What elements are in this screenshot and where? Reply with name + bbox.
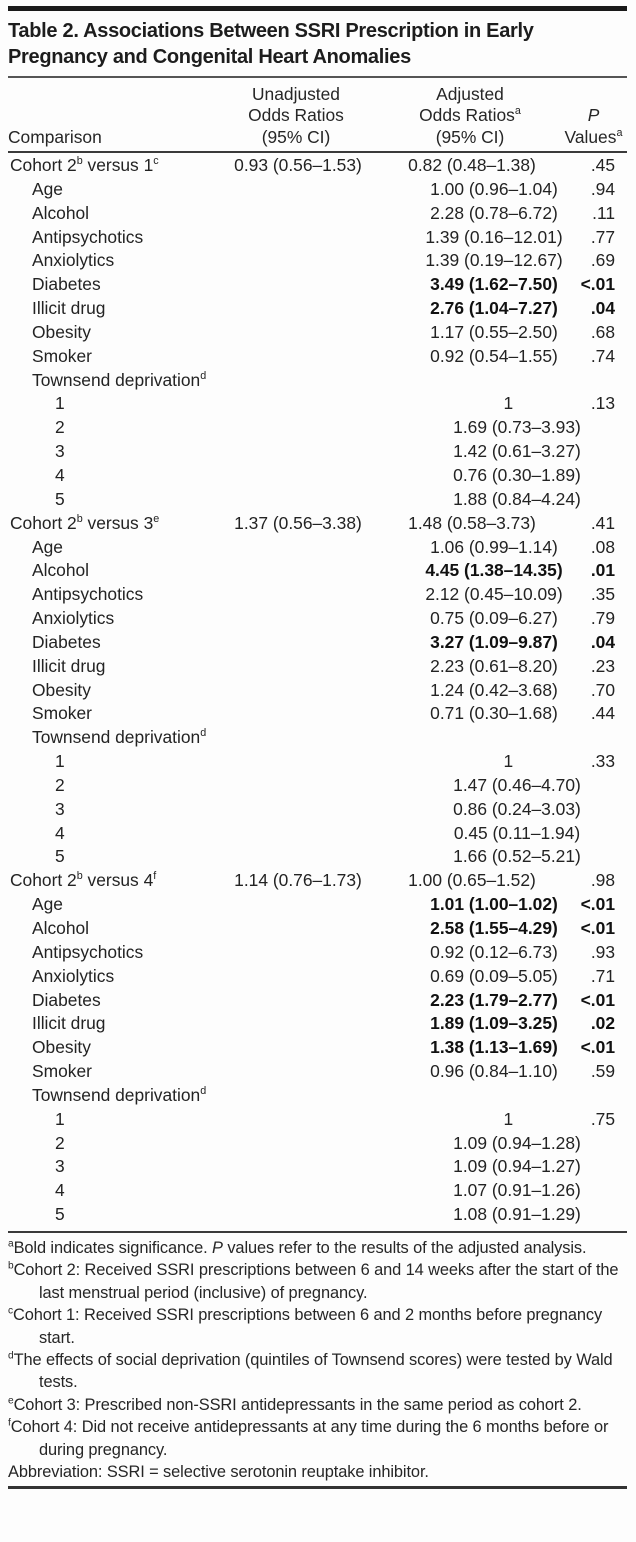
comparison-cell: 5 — [55, 1204, 65, 1225]
header-unadjusted-line: (95% CI) — [261, 126, 331, 147]
unadjusted-or-cell — [253, 488, 433, 512]
table-row — [8, 226, 627, 250]
table-row — [8, 822, 627, 846]
unadjusted-or-cell — [253, 1179, 433, 1203]
header-comparison-line: Comparison — [8, 126, 102, 147]
comparison-cell: Anxiolytics — [32, 965, 115, 986]
unadjusted-or-cell: 0.93 (0.56–1.53) — [234, 155, 362, 175]
footnote-marker: c — [8, 1305, 13, 1317]
table-row — [8, 464, 627, 488]
comparison-cell: Age — [32, 536, 63, 557]
adjusted-or-cell: 0.75 (0.09–6.27) — [430, 608, 558, 629]
unadjusted-or-cell — [230, 202, 410, 226]
comparison-cell: Cohort 2$^b$ versus 3e — [10, 512, 160, 533]
adjusted-or-cell — [410, 1084, 578, 1108]
p-value-cell: .93 — [590, 941, 615, 962]
unadjusted-or-cell — [230, 631, 410, 655]
table-figure — [0, 6, 636, 1542]
unadjusted-or-cell — [230, 965, 410, 989]
comparison-cell: Alcohol — [32, 918, 90, 938]
comparison-cell: Alcohol — [32, 560, 90, 581]
unadjusted-or-cell — [249, 392, 426, 416]
adjusted-or-cell: 0.92 (0.54–1.55) — [430, 345, 558, 366]
adjusted-or-cell: 0.45 (0.11–1.94) — [453, 822, 581, 843]
unadjusted-or-cell — [230, 655, 410, 679]
p-value-cell — [601, 1132, 627, 1156]
unadjusted-or-cell — [253, 1155, 433, 1179]
footnote: $^f$Cohort 4: Did not receive antidepressants at any time during the 6 months before or during pregnancy. — [8, 1417, 609, 1459]
comparison-cell: Obesity — [32, 321, 91, 342]
unadjusted-or-cell — [230, 226, 410, 250]
comparison-cell: Antipsychotics — [32, 226, 144, 247]
table-row — [8, 989, 627, 1013]
p-value-cell — [601, 416, 627, 440]
unadjusted-or-cell: 1.37 (0.56–3.38) — [234, 512, 362, 533]
comparison-cell: 4 — [55, 822, 65, 843]
table-row — [8, 893, 627, 917]
comparison-cell: Age — [32, 894, 63, 915]
unadjusted-or-cell: 1.14 (0.76–1.73) — [234, 870, 362, 891]
p-value-cell: <.01 — [580, 1037, 615, 1058]
adjusted-or-cell: 1.66 (0.52–5.21) — [453, 846, 581, 867]
adjusted-or-cell: 1 — [503, 393, 514, 414]
comparison-cell: Cohort 2$^b$ versus 4$^f$ — [10, 870, 157, 891]
table-title: Table 2. Associations Between SSRI Prescription in Early Pregnancy and Congenital Heart Anomalies — [8, 20, 534, 68]
footnotes — [8, 1233, 627, 1483]
footnote: $^b$Cohort 2: Received SSRI prescriptions between 6 and 14 weeks after the start of the last menstrual period (inclusive) of pregnancy. — [8, 1260, 619, 1302]
p-value-cell: .68 — [590, 321, 615, 342]
adjusted-or-cell: 1.00 (0.65–1.52) — [408, 870, 536, 891]
comparison-cell: 2 — [55, 1132, 65, 1153]
adjusted-or-cell: 2.58 (1.55–4.29) — [430, 918, 558, 938]
adjusted-or-cell: 0.96 (0.84–1.10) — [430, 1061, 558, 1082]
column-header-p-values — [554, 105, 627, 148]
footnote: Abbreviation: SSRI = selective serotonin reuptake inhibitor. — [8, 1463, 429, 1482]
comparison-cell: Illicit drug — [32, 298, 106, 319]
p-value-cell: .33 — [590, 751, 615, 772]
adjusted-or-cell: 1.08 (0.91–1.29) — [453, 1204, 581, 1225]
p-value-cell: .59 — [590, 1061, 615, 1082]
adjusted-or-cell — [410, 369, 578, 393]
adjusted-or-cell: 1.07 (0.91–1.26) — [453, 1180, 581, 1201]
adjusted-or-cell: 1.42 (0.61–3.27) — [453, 441, 581, 462]
footnote: $^e$Cohort 3: Prescribed non-SSRI antidepressants in the same period as cohort 2. — [8, 1395, 582, 1414]
table-row — [8, 774, 627, 798]
p-value-cell: .41 — [590, 512, 615, 533]
adjusted-or-cell: 1.38 (1.13–1.69) — [430, 1037, 558, 1058]
footnote-marker: e — [8, 1395, 14, 1407]
p-value-cell: .02 — [590, 1013, 615, 1034]
table-row — [8, 345, 627, 369]
p-value-cell: .74 — [590, 345, 615, 366]
p-value-cell: .98 — [590, 870, 615, 891]
table-row — [8, 1036, 627, 1060]
table-row — [8, 941, 627, 965]
table-row — [8, 1084, 627, 1108]
unadjusted-or-cell — [230, 607, 410, 631]
table-row — [8, 798, 627, 822]
table-row — [8, 702, 627, 726]
comparison-cell: Antipsychotics — [32, 584, 144, 605]
unadjusted-or-cell — [230, 273, 410, 297]
adjusted-or-cell: 2.23 (1.79–2.77) — [430, 989, 558, 1010]
header-p-values-line: P — [587, 105, 600, 125]
unadjusted-or-cell — [253, 822, 433, 846]
unadjusted-or-cell — [230, 989, 410, 1013]
comparison-cell: Anxiolytics — [32, 250, 115, 271]
comparison-cell: 2 — [55, 417, 65, 438]
unadjusted-or-cell — [230, 1084, 410, 1108]
p-value-cell: .94 — [590, 178, 615, 199]
adjusted-or-cell: 4.45 (1.38–14.35) — [425, 560, 563, 581]
unadjusted-or-cell — [230, 1036, 410, 1060]
unadjusted-or-cell — [230, 321, 410, 345]
table-body — [8, 153, 627, 1227]
adjusted-or-cell: 1.39 (0.16–12.01) — [425, 226, 563, 247]
p-value-cell: .04 — [590, 631, 615, 652]
table-row — [8, 559, 627, 583]
adjusted-or-cell: 1.88 (0.84–4.24) — [453, 488, 581, 509]
comparison-cell: Smoker — [32, 1061, 92, 1082]
adjusted-or-cell: 1.47 (0.46–4.70) — [453, 774, 581, 795]
p-value-cell: .45 — [590, 155, 615, 175]
p-value-cell — [601, 440, 627, 464]
table-row — [8, 726, 627, 750]
table-row — [8, 202, 627, 226]
comparison-cell: 1 — [55, 751, 65, 772]
table-bottom-rule — [8, 1486, 627, 1489]
comparison-cell: 1 — [55, 393, 65, 414]
p-value-cell: .11 — [592, 202, 615, 223]
p-value-cell — [578, 1084, 627, 1108]
p-value-cell — [601, 774, 627, 798]
comparison-cell: Obesity — [32, 679, 91, 700]
comparison-cell: 4 — [55, 464, 65, 485]
unadjusted-or-cell — [230, 345, 410, 369]
footnote-marker: b — [8, 1260, 14, 1272]
unadjusted-or-cell — [249, 750, 426, 774]
adjusted-or-cell: 1.01 (1.00–1.02) — [430, 894, 558, 915]
column-header-comparison — [8, 127, 206, 149]
unadjusted-or-cell — [253, 1132, 433, 1156]
table-row — [8, 1203, 627, 1227]
p-value-cell — [578, 726, 627, 750]
p-value-cell: .69 — [590, 250, 615, 271]
adjusted-or-cell: 1.09 (0.94–1.28) — [453, 1132, 581, 1153]
table-row — [8, 488, 627, 512]
table-row — [8, 369, 627, 393]
footnote-marker: a — [8, 1238, 14, 1250]
p-value-cell: .23 — [590, 655, 615, 676]
unadjusted-or-cell — [230, 297, 410, 321]
adjusted-or-cell: 2.23 (0.61–8.20) — [430, 655, 558, 676]
comparison-cell: Smoker — [32, 345, 92, 366]
table-row — [8, 1179, 627, 1203]
comparison-cell: Townsend deprivation$^d$ — [32, 1084, 207, 1105]
adjusted-or-cell: 0.76 (0.30–1.89) — [453, 464, 581, 485]
table-row — [8, 845, 627, 869]
table-row — [8, 440, 627, 464]
comparison-cell: Townsend deprivation$^d$ — [32, 727, 207, 748]
comparison-cell: 3 — [55, 798, 65, 819]
p-value-cell — [601, 1203, 627, 1227]
unadjusted-or-cell — [230, 917, 410, 941]
adjusted-or-cell: 0.92 (0.12–6.73) — [430, 941, 558, 962]
p-value-cell — [601, 798, 627, 822]
adjusted-or-cell: 1.39 (0.19–12.67) — [425, 250, 563, 271]
table-row — [8, 1060, 627, 1084]
comparison-cell: Illicit drug — [32, 655, 106, 676]
p-value-cell: <.01 — [580, 918, 615, 938]
comparison-cell: 5 — [55, 488, 65, 509]
comparison-cell: Diabetes — [32, 631, 101, 652]
table-row — [8, 1132, 627, 1156]
adjusted-or-cell: 0.71 (0.30–1.68) — [430, 703, 558, 724]
unadjusted-or-cell — [230, 249, 410, 273]
comparison-cell: 3 — [55, 1156, 65, 1177]
unadjusted-or-cell — [249, 1108, 426, 1132]
adjusted-or-cell: 2.76 (1.04–7.27) — [430, 298, 558, 319]
footnote: $^a$Bold indicates significance. P values refer to the results of the adjusted analysis. — [8, 1238, 587, 1257]
adjusted-or-cell: 1.17 (0.55–2.50) — [430, 321, 558, 342]
comparison-cell: Obesity — [32, 1037, 91, 1058]
header-p-values-line: Values$^a$ — [564, 126, 623, 147]
unadjusted-or-cell — [230, 893, 410, 917]
unadjusted-or-cell — [230, 1060, 410, 1084]
header-unadjusted-line: Unadjusted — [252, 83, 340, 104]
p-value-cell — [601, 1179, 627, 1203]
comparison-cell: Alcohol — [32, 202, 90, 223]
unadjusted-or-cell — [253, 774, 433, 798]
unadjusted-or-cell — [230, 941, 410, 965]
adjusted-or-cell: 1 — [503, 1108, 514, 1129]
p-value-cell: .01 — [590, 560, 615, 581]
p-value-cell — [601, 845, 627, 869]
p-value-cell: .35 — [590, 584, 615, 605]
table-row — [8, 249, 627, 273]
table-row — [8, 679, 627, 703]
p-value-cell: .08 — [590, 536, 615, 557]
unadjusted-or-cell — [253, 464, 433, 488]
header-adjusted-line: Adjusted — [436, 83, 504, 104]
table-row — [8, 1108, 627, 1132]
adjusted-or-cell: 1.89 (1.09–3.25) — [430, 1013, 558, 1034]
comparison-cell: Antipsychotics — [32, 941, 144, 962]
adjusted-or-cell: 3.49 (1.62–7.50) — [430, 274, 558, 295]
p-value-cell: .13 — [590, 393, 615, 414]
adjusted-or-cell: 1 — [503, 751, 514, 772]
comparison-cell: Illicit drug — [32, 1013, 106, 1034]
p-value-cell: .44 — [590, 703, 615, 724]
table-row — [8, 1155, 627, 1179]
adjusted-or-cell: 2.28 (0.78–6.72) — [430, 202, 558, 223]
table-top-rule — [8, 6, 627, 11]
comparison-cell: Townsend deprivation$^d$ — [32, 369, 207, 390]
adjusted-or-cell: 0.86 (0.24–3.03) — [453, 798, 581, 819]
p-value-cell: <.01 — [580, 989, 615, 1010]
table-row — [8, 512, 627, 536]
adjusted-or-cell: 1.24 (0.42–3.68) — [430, 679, 558, 700]
table-row — [8, 631, 627, 655]
comparison-cell: 3 — [55, 441, 65, 462]
table-row — [8, 273, 627, 297]
p-value-cell: <.01 — [580, 274, 615, 295]
table-row — [8, 607, 627, 631]
comparison-cell: 4 — [55, 1180, 65, 1201]
comparison-cell: Diabetes — [32, 274, 101, 295]
table-row — [8, 416, 627, 440]
adjusted-or-cell: 0.69 (0.09–5.05) — [430, 965, 558, 986]
unadjusted-or-cell — [253, 416, 433, 440]
adjusted-or-cell: 1.06 (0.99–1.14) — [430, 536, 558, 557]
unadjusted-or-cell — [253, 798, 433, 822]
p-value-cell — [601, 488, 627, 512]
comparison-cell: Diabetes — [32, 989, 101, 1010]
table-row — [8, 154, 627, 178]
table-row — [8, 583, 627, 607]
table-row — [8, 178, 627, 202]
column-header-unadjusted-odds-ratios — [206, 84, 386, 149]
footnote: $^d$The effects of social deprivation (quintiles of Townsend scores) were tested by Wald tests. — [8, 1350, 613, 1392]
table-row — [8, 917, 627, 941]
p-value-cell: <.01 — [580, 894, 615, 915]
p-value-cell — [601, 822, 627, 846]
unadjusted-or-cell — [253, 845, 433, 869]
table-row — [8, 536, 627, 560]
p-value-cell: .71 — [590, 965, 615, 986]
p-value-cell: .77 — [590, 226, 615, 247]
adjusted-or-cell: 3.27 (1.09–9.87) — [430, 631, 558, 652]
adjusted-or-cell — [410, 726, 578, 750]
comparison-cell: 1 — [55, 1108, 65, 1129]
adjusted-or-cell: 1.48 (0.58–3.73) — [408, 512, 536, 533]
table-row — [8, 297, 627, 321]
adjusted-or-cell: 0.82 (0.48–1.38) — [408, 155, 536, 175]
table-row — [8, 750, 627, 774]
unadjusted-or-cell — [230, 369, 410, 393]
p-value-cell — [601, 464, 627, 488]
header-unadjusted-line: Odds Ratios — [248, 105, 344, 125]
unadjusted-or-cell — [230, 583, 410, 607]
unadjusted-or-cell — [230, 702, 410, 726]
table-row — [8, 655, 627, 679]
table-row — [8, 965, 627, 989]
unadjusted-or-cell — [230, 726, 410, 750]
header-adjusted-line: (95% CI) — [435, 126, 505, 147]
unadjusted-or-cell — [230, 536, 410, 560]
unadjusted-or-cell — [253, 440, 433, 464]
comparison-cell: Cohort 2$^b$ versus 1$^c$ — [10, 155, 159, 175]
p-value-cell: .04 — [590, 298, 615, 319]
comparison-cell: 5 — [55, 846, 65, 867]
p-value-cell — [601, 1155, 627, 1179]
unadjusted-or-cell — [230, 559, 410, 583]
unadjusted-or-cell — [230, 1012, 410, 1036]
unadjusted-or-cell — [230, 178, 410, 202]
table-row — [8, 392, 627, 416]
p-value-cell: .75 — [590, 1108, 615, 1129]
table-header-row — [8, 78, 627, 148]
comparison-cell: Age — [32, 178, 63, 199]
adjusted-or-cell: 1.69 (0.73–3.93) — [453, 417, 581, 438]
comparison-cell: 2 — [55, 774, 65, 795]
comparison-cell: Smoker — [32, 703, 92, 724]
header-adjusted-line: Odds Ratios$^a$ — [419, 105, 521, 125]
table-row — [8, 869, 627, 893]
table-row — [8, 321, 627, 345]
p-value-cell: .79 — [590, 608, 615, 629]
adjusted-or-cell: 1.00 (0.96–1.04) — [430, 178, 558, 199]
p-value-cell — [578, 369, 627, 393]
comparison-cell: Anxiolytics — [32, 608, 115, 629]
unadjusted-or-cell — [230, 679, 410, 703]
table-row — [8, 1012, 627, 1036]
column-header-adjusted-odds-ratios — [386, 84, 554, 149]
footnote: $^c$Cohort 1: Received SSRI prescriptions between 6 and 2 months before pregnancy start. — [8, 1305, 603, 1347]
footnote-marker: f — [8, 1417, 11, 1429]
unadjusted-or-cell — [253, 1203, 433, 1227]
p-value-cell: .70 — [590, 679, 615, 700]
adjusted-or-cell: 2.12 (0.45–10.09) — [425, 584, 563, 605]
footnote-marker: d — [8, 1350, 14, 1362]
adjusted-or-cell: 1.09 (0.94–1.27) — [453, 1156, 581, 1177]
